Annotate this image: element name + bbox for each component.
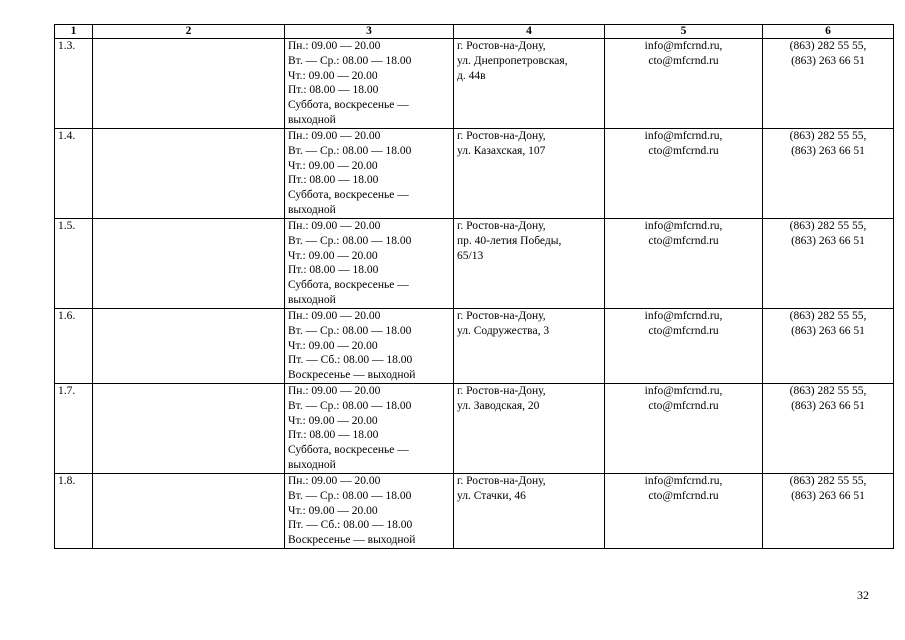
phone-line: (863) 282 55 55, [789, 130, 867, 142]
email-cell [605, 309, 763, 384]
phone-line: (863) 263 66 51 [791, 399, 865, 412]
email-line: info@mfcrnd.ru, [644, 474, 723, 487]
schedule-line: Пн.: 09.00 — 20.00 [288, 220, 381, 232]
phone-cell [763, 309, 894, 384]
schedule-line: Чт.: 09.00 — 20.00 [288, 414, 378, 427]
schedule-line: Пн.: 09.00 — 20.00 [288, 130, 381, 142]
schedule-line: выходной [288, 113, 336, 126]
table-header [55, 25, 894, 39]
schedule-line: Вт. — Ср.: 08.00 — 18.00 [288, 489, 412, 502]
address-line: ул. Казахская, 107 [457, 144, 546, 157]
address-line: 65/13 [457, 249, 484, 262]
row-number-cell: 1.8. [55, 473, 93, 548]
phone-line: (863) 282 55 55, [789, 384, 867, 397]
table-row [55, 383, 894, 473]
offices-table [54, 24, 894, 549]
schedule-line: Чт.: 09.00 — 20.00 [288, 249, 378, 262]
schedule-line: Вт. — Ср.: 08.00 — 18.00 [288, 324, 412, 337]
address-line: ул. Стачки, 46 [457, 489, 526, 502]
email-cell [605, 219, 763, 309]
schedule-line: Пн.: 09.00 — 20.00 [288, 40, 381, 52]
email-line: info@mfcrnd.ru, [644, 130, 723, 142]
schedule-line: выходной [288, 458, 336, 471]
email-line: info@mfcrnd.ru, [644, 310, 723, 322]
email-line: cto@mfcrnd.ru [648, 399, 719, 412]
email-cell [605, 383, 763, 473]
row-number-cell: 1.4. [55, 129, 93, 219]
phone-line: (863) 282 55 55, [789, 40, 867, 52]
phone-line: (863) 282 55 55, [789, 310, 867, 322]
phone-line: (863) 263 66 51 [791, 144, 865, 157]
phone-line: (863) 263 66 51 [791, 489, 865, 502]
phone-cell [763, 473, 894, 548]
table-row [55, 129, 894, 219]
schedule-line: Пт. — Сб.: 08.00 — 18.00 [288, 519, 413, 532]
schedule-cell [285, 383, 454, 473]
header-col-6: 6 [763, 25, 894, 39]
schedule-cell [285, 473, 454, 548]
office-name-cell [93, 383, 285, 473]
phone-line: (863) 282 55 55, [789, 220, 867, 232]
header-col-2: 2 [93, 25, 285, 39]
table-body [55, 39, 894, 549]
email-cell [605, 39, 763, 129]
schedule-line: Пт.: 08.00 — 18.00 [288, 264, 379, 277]
address-cell [454, 129, 605, 219]
schedule-line: Суббота, воскресенье — [288, 99, 409, 112]
email-line: info@mfcrnd.ru, [644, 40, 723, 52]
row-number-cell: 1.3. [55, 39, 93, 129]
schedule-line: Чт.: 09.00 — 20.00 [288, 504, 378, 517]
table-row [55, 219, 894, 309]
address-line: пр. 40-летия Победы, [457, 234, 562, 247]
schedule-line: Суббота, воскресенье — [288, 279, 409, 292]
address-cell [454, 383, 605, 473]
header-row [55, 25, 894, 39]
table-row [55, 473, 894, 548]
schedule-line: выходной [288, 203, 336, 216]
schedule-line: Вт. — Ср.: 08.00 — 18.00 [288, 144, 412, 157]
header-col-5: 5 [605, 25, 763, 39]
address-line: г. Ростов-на-Дону, [457, 220, 546, 232]
schedule-cell [285, 309, 454, 384]
header-col-4: 4 [454, 25, 605, 39]
schedule-line: Вт. — Ср.: 08.00 — 18.00 [288, 54, 412, 67]
schedule-line: выходной [288, 293, 336, 306]
address-line: г. Ростов-на-Дону, [457, 474, 546, 487]
table-row [55, 39, 894, 129]
row-number-cell: 1.5. [55, 219, 93, 309]
address-cell [454, 309, 605, 384]
email-line: cto@mfcrnd.ru [648, 144, 719, 157]
schedule-cell [285, 129, 454, 219]
email-line: info@mfcrnd.ru, [644, 220, 723, 232]
email-line: cto@mfcrnd.ru [648, 489, 719, 502]
address-line: ул. Содружества, 3 [457, 324, 550, 337]
schedule-line: Пн.: 09.00 — 20.00 [288, 384, 381, 397]
schedule-line: Вт. — Ср.: 08.00 — 18.00 [288, 234, 412, 247]
table-row [55, 309, 894, 384]
header-col-3: 3 [285, 25, 454, 39]
schedule-line: Пт.: 08.00 — 18.00 [288, 84, 379, 97]
phone-cell [763, 383, 894, 473]
email-line: cto@mfcrnd.ru [648, 54, 719, 67]
schedule-line: Суббота, воскресенье — [288, 189, 409, 202]
schedule-cell [285, 219, 454, 309]
email-line: cto@mfcrnd.ru [648, 324, 719, 337]
address-line: г. Ростов-на-Дону, [457, 130, 546, 142]
phone-line: (863) 263 66 51 [791, 54, 865, 67]
schedule-line: Пт.: 08.00 — 18.00 [288, 429, 379, 442]
address-cell [454, 39, 605, 129]
address-line: д. 44в [457, 69, 486, 82]
office-name-cell [93, 473, 285, 548]
phone-line: (863) 263 66 51 [791, 234, 865, 247]
email-line: cto@mfcrnd.ru [648, 234, 719, 247]
schedule-line: Пт.: 08.00 — 18.00 [288, 174, 379, 187]
schedule-line: Чт.: 09.00 — 20.00 [288, 339, 378, 352]
schedule-line: Пн.: 09.00 — 20.00 [288, 474, 381, 487]
phone-cell [763, 39, 894, 129]
schedule-line: Воскресенье — выходной [288, 534, 416, 547]
address-line: г. Ростов-на-Дону, [457, 384, 546, 397]
office-name-cell [93, 129, 285, 219]
office-name-cell [93, 309, 285, 384]
schedule-line: Воскресенье — выходной [288, 369, 416, 382]
office-name-cell [93, 219, 285, 309]
phone-cell [763, 219, 894, 309]
schedule-cell [285, 39, 454, 129]
address-line: г. Ростов-на-Дону, [457, 40, 546, 52]
address-line: г. Ростов-на-Дону, [457, 310, 546, 322]
header-col-1: 1 [55, 25, 93, 39]
office-name-cell [93, 39, 285, 129]
address-cell [454, 219, 605, 309]
email-cell [605, 129, 763, 219]
phone-line: (863) 263 66 51 [791, 324, 865, 337]
address-line: ул. Заводская, 20 [457, 399, 540, 412]
phone-cell [763, 129, 894, 219]
page-number: 32 [857, 588, 869, 602]
phone-line: (863) 282 55 55, [789, 474, 867, 487]
address-cell [454, 473, 605, 548]
row-number-cell: 1.7. [55, 383, 93, 473]
email-cell [605, 473, 763, 548]
schedule-line: Пн.: 09.00 — 20.00 [288, 310, 381, 322]
schedule-line: Чт.: 09.00 — 20.00 [288, 159, 378, 172]
schedule-line: Суббота, воскресенье — [288, 444, 409, 457]
address-line: ул. Днепропетровская, [457, 54, 568, 67]
email-line: info@mfcrnd.ru, [644, 384, 723, 397]
schedule-line: Вт. — Ср.: 08.00 — 18.00 [288, 399, 412, 412]
row-number-cell: 1.6. [55, 309, 93, 384]
schedule-line: Чт.: 09.00 — 20.00 [288, 69, 378, 82]
schedule-line: Пт. — Сб.: 08.00 — 18.00 [288, 354, 413, 367]
